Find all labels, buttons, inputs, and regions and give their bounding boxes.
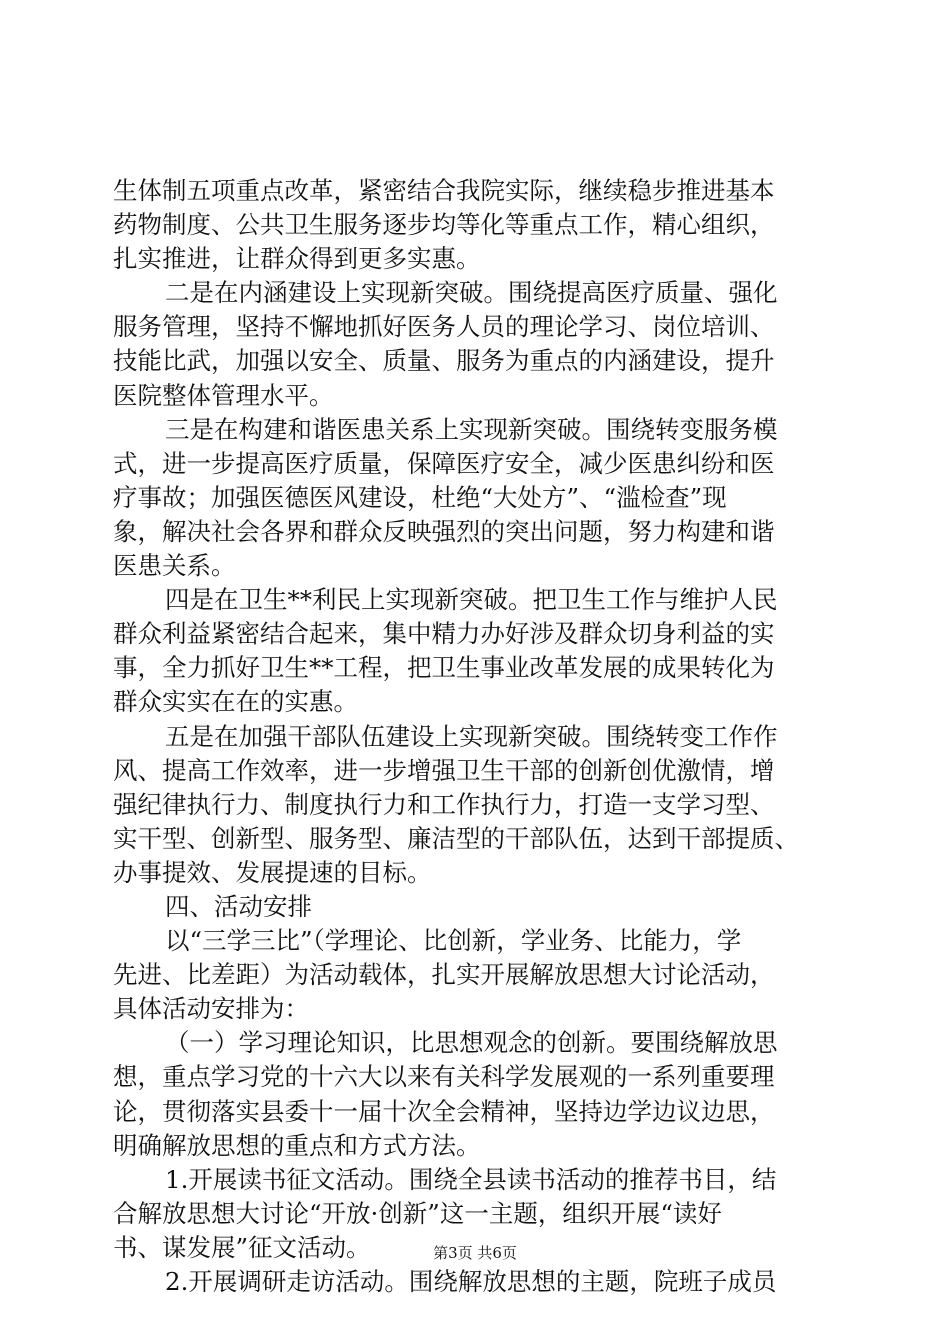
text-line: 论，贯彻落实县委十一届十次全会精神，坚持边学边议边思， (113, 1096, 775, 1126)
page-number-footer: 第3页 共6页 (433, 1244, 517, 1262)
paragraph-start-line: 三是在构建和谐医患关系上实现新突破。围绕转变服务模 (165, 414, 778, 444)
text-line: 象，解决社会各界和群众反映强烈的突出问题，努力构建和谐 (113, 516, 775, 546)
text-line: 想，重点学习党的十六大以来有关科学发展观的一系列重要理 (113, 1062, 775, 1092)
text-line: 药物制度、公共卫生服务逐步均等化等重点工作，精心组织， (113, 210, 775, 240)
text-line: 明确解放思想的重点和方式方法。 (113, 1130, 481, 1160)
text-line: 实干型、创新型、服务型、廉洁型的干部队伍，达到干部提质、 (113, 823, 799, 853)
text-line: 服务管理，坚持不懈地抓好医务人员的理论学习、岗位培训、 (113, 312, 775, 342)
text-line: 医患关系。 (113, 551, 236, 581)
text-line: 风、提高工作效率，进一步增强卫生干部的创新创优激情，增 (113, 755, 775, 785)
text-line: 式，进一步提高医疗质量，保障医疗安全，减少医患纠纷和医 (113, 448, 775, 478)
paragraph-start-line: 五是在加强干部队伍建设上实现新突破。围绕转变工作作 (165, 721, 778, 751)
text-line: 合解放思想大讨论“开放·创新”这一主题，组织开展“读好 (113, 1198, 722, 1228)
text-line: 技能比武，加强以安全、质量、服务为重点的内涵建设，提升 (113, 346, 775, 376)
section-heading: 四、活动安排 (165, 891, 312, 921)
paragraph-start-line: 2.开展调研走访活动。围绕解放思想的主题，院班子成员 (165, 1267, 777, 1296)
paragraph-start-line: 二是在内涵建设上实现新突破。围绕提高医疗质量、强化 (165, 278, 778, 308)
text-line: 办事提效、发展提速的目标。 (113, 857, 432, 887)
text-line: 群众实实在在的实惠。 (113, 687, 358, 717)
text-line: 具体活动安排为： (113, 994, 309, 1024)
text-line: 群众利益紧密结合起来，集中精力办好涉及群众切身利益的实 (113, 619, 775, 649)
paragraph-start-line: （一）学习理论知识，比思想观念的创新。要围绕解放思 (165, 1028, 778, 1058)
text-line: 先进、比差距）为活动载体，扎实开展解放思想大讨论活动， (113, 960, 775, 990)
text-line: 事，全力抓好卫生**工程，把卫生事业改革发展的成果转化为 (113, 653, 775, 683)
text-line: 书、谋发展”征文活动。 (113, 1232, 371, 1262)
paragraph-start-line: 四是在卫生**利民上实现新突破。把卫生工作与维护人民 (165, 585, 778, 615)
text-line: 生体制五项重点改革，紧密结合我院实际，继续稳步推进基本 (113, 176, 775, 205)
text-line: 疗事故；加强医德医风建设，杜绝“大处方”、“滥检查”现 (113, 482, 727, 512)
paragraph-start-line: 1.开展读书征文活动。围绕全县读书活动的推荐书目，结 (165, 1164, 777, 1194)
document-body (113, 174, 853, 1299)
paragraph-start-line: 以“三学三比”（学理论、比创新，学业务、比能力，学 (165, 926, 742, 956)
text-line: 扎实推进，让群众得到更多实惠。 (113, 244, 481, 274)
text-line: 强纪律执行力、制度执行力和工作执行力，打造一支学习型、 (113, 789, 775, 819)
text-line: 医院整体管理水平。 (113, 380, 334, 410)
